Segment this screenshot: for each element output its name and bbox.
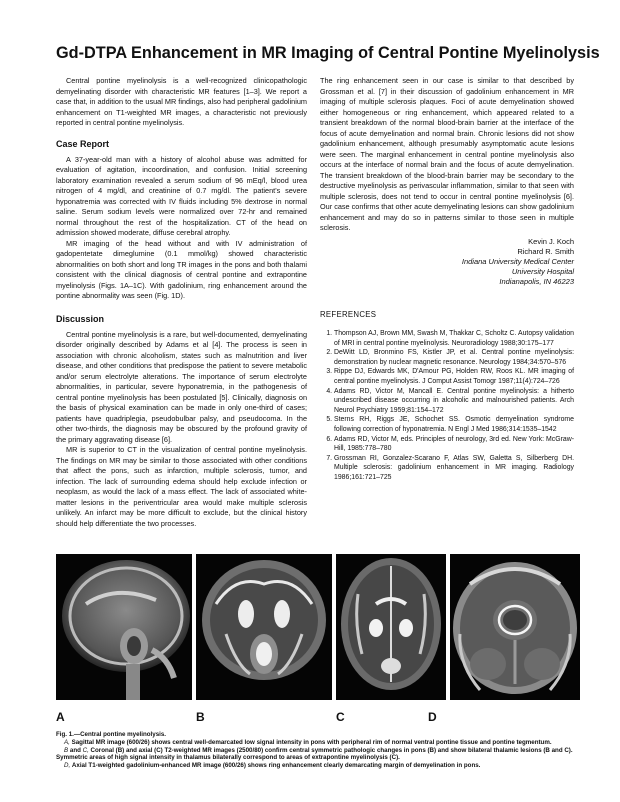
caption-a-text: Sagittal MR image (600/26) shows central well-demarcated low signal intensity in pons with peripheral rim of normal ventral pontine tissue and pontine tegmentum. — [71, 738, 552, 746]
case-report-paragraph-2: MR imaging of the head without and with IV administration of gadopentetate dimeglumine (0.1 mmol/kg) showed characteristic abnormalities on both short and long TR images in the pons and both thalami consistent with the clinical diagnosis of central pontine and extrapontine myelinolysis (Figs. 1A–1C). With gadolinium, ring enhancement around the pontine abnormality was seen (Fig. 1D). — [56, 238, 307, 300]
figure-panels — [56, 554, 580, 700]
discussion-paragraph-1: Central pontine myelinolysis is a rare, but well-documented, demyelinating disorder originally described by Adams et al [4]. The process is seen in association with chronic alcoholism, states such as malnutrition and liver disease, and other conditions that predispose the patient to severe metabolic and/or serum electrolyte alterations. The importance of serum electrolyte abnormalities, in particular, severe hyponatremia, in the pathogenesis of central pontine myelinolysis has been postulated [5]. Clinically, diagnosis on the basis of physical examination can be made in only one-third of cases; patients have quadriplegia, pseudobulbar palsy, and pseudocoma. In the other two-thirds, the diagnosis may be obscured by the profound gravity of the primary aggravating disease [6]. — [56, 329, 307, 444]
caption-title: Fig. 1.—Central pontine myelinolysis. — [56, 731, 167, 738]
caption-d-label: D, — [64, 762, 71, 770]
caption-bc-label-1: B — [64, 746, 69, 754]
intro-paragraph: Central pontine myelinolysis is a well-recognized clinicopathologic demyelinating disorder with characteristic MR features [1–3]. We report a case that, in addition to the usual MR findings, also had peripheral gadolinium enhancement on T1-weighted MR images, a characteristic not previously reported in central pontine myelinolysis. — [56, 76, 307, 127]
mri-panel-c-image — [336, 554, 446, 700]
mri-panel-a-image — [56, 554, 192, 700]
mri-panel-b — [196, 554, 332, 700]
reference-item: 4. Adams RD, Victor M, Mancall E. Central pontine myelinolysis: a hitherto undescribed disease occurring in alcoholic and malnourished patients. Arch Neurol Psychiatry 1959;81:154–172 — [334, 387, 574, 416]
reference-item: 1. Thompson AJ, Brown MM, Swash M, Thakkar C, Scholtz C. Autopsy validation of MRI in central pontine myelinolysis. Neuroradiology 1988;30:175–177 — [334, 329, 574, 348]
author-name-2: Richard R. Smith — [517, 246, 574, 256]
case-report-paragraph-1: A 37-year-old man with a history of alcohol abuse was admitted for evaluation of agitation, incoordination, and confusion. Initial screening laboratory examination revealed a serum sodium of 96 mEq/l, blood urea nitrogen of 4 mg/dl, and creatinine of 0.7 mg/dl. The patient's severe hyponatremia was corrected with IV fluids including 5% dextrose in normal saline. Serum sodium levels were normalized over 72-hr and remained normal throughout the rest of the hospitalization. CT of the head on admission showed moderate, diffuse cerebral atrophy. — [56, 154, 307, 237]
reference-item: 3. Rippe DJ, Edwards MK, D'Amour PG, Holden RW, Roos KL. MR imaging of central pontine myelinolysis. J Comput Assist Tomogr 1987;11(4):724–726 — [334, 367, 574, 386]
author-affiliation-3: Indianapolis, IN 46223 — [499, 277, 574, 287]
reference-item: 5. Sterns RH, Riggs JE, Schochet SS. Osmotic demyelination syndrome following correction of hyponatremia. N Engl J Med 1986;314:1535–1542 — [334, 415, 574, 434]
reference-item: 2. DeWitt LD, Bronmino FS, Kistler JP, et al. Central pontine myelinolysis: demonstration by nuclear magnetic resonance. Neurology 1984;34:570–576 — [334, 348, 574, 367]
mri-panel-a — [56, 554, 192, 700]
figure-caption — [56, 731, 580, 770]
article-title: Gd-DTPA Enhancement in MR Imaging of Central Pontine Myelinolysis — [56, 44, 600, 62]
mri-panel-c — [336, 554, 446, 700]
discussion-paragraph-3: The ring enhancement seen in our case is similar to that described by Grossman et al. [7] in their discussion of gadolinium enhancement in MR imaging of multiple sclerosis plaques. Foci of acute demyelination showed either homogeneous or ring enhancement, which appeared related to a transient breakdown of the normal blood-brain barrier at the interface of the focus of acute demyelination and normal brain. Chronic lesions did not show gadolinium enhancement, although presumably asymptomatic acute lesions were seen. The marginal enhancement in central pontine myelinolysis also occurs at the interface of normal brain and the focus of acute demyelination. The transient breakdown of the blood-brain barrier may be secondary to the destructive myelinolysis as perivascular inflammation, similar to that seen with multiple sclerosis, does not tend to occur in central pontine myelinolysis [6]. Our case confirms that other acute demyelinating lesions can show gadolinium enhancement and may do so in patterns similar to those seen in multiple sclerosis. — [320, 76, 574, 232]
reference-item: 7. Grossman RI, Gonzalez-Scarano F, Atlas SW, Galetta S, Silberberg DH. Multiple sclerosis: gadolinium enhancement in MR imaging. Radiology 1986;161:721–725 — [334, 454, 574, 483]
references-list — [320, 329, 574, 483]
figure-label-a: A — [56, 710, 65, 724]
discussion-paragraph-2: MR is superior to CT in the visualization of central pontine myelinolysis. The findings on MR may be similar to those associated with other conditions that affect the pons, such as infarction, multiple sclerosis, tumor, and infection. The lack of surrounding edema should help exclude infection or neoplasm, as would the lack of a mass effect. The lack of associated white-matter lesions in the periventricular area would make multiple sclerosis unlikely. An infarct may be more difficult to exclude, but the clinical history should help differentiate the two processes. — [56, 445, 307, 528]
reference-item: 6. Adams RD, Victor M, eds. Principles of neurology, 3rd ed. New York: McGraw-Hill, 1985:778–780 — [334, 435, 574, 454]
mri-panel-b-image — [196, 554, 332, 700]
caption-d-text: Axial T1-weighted gadolinium-enhanced MR image (600/26) shows ring enhancement clearly demarcating margin of demyelination in pons. — [71, 762, 481, 770]
author-signature — [320, 237, 574, 288]
caption-a-label: A, — [64, 738, 70, 746]
left-column — [56, 76, 307, 529]
references-heading: REFERENCES — [320, 309, 377, 319]
right-column — [320, 76, 574, 483]
mri-panel-d — [450, 554, 580, 700]
caption-bc-text: Coronal (B) and axial (C) T2-weighted MR images (2500/80) confirm central symmetric pathologic changes in pons (B) and show bilateral thalamic lesions (B and C). Symmetric areas of high signal intensity in thalamus bilaterally correspond to areas of extrapontine myelinolysis (C). — [56, 746, 573, 762]
case-report-heading: Case Report — [56, 138, 110, 149]
mri-panel-d-image — [450, 554, 580, 700]
caption-bc-label-2: C, — [82, 746, 89, 754]
author-affiliation-2: University Hospital — [511, 267, 574, 277]
figure-label-b: B — [196, 710, 205, 724]
author-affiliation-1: Indiana University Medical Center — [461, 256, 574, 266]
figure-label-c: C — [336, 710, 345, 724]
discussion-heading: Discussion — [56, 313, 105, 324]
figure-label-d: D — [428, 710, 437, 724]
caption-bc-and: and — [69, 746, 81, 754]
author-name-1: Kevin J. Koch — [528, 236, 574, 246]
